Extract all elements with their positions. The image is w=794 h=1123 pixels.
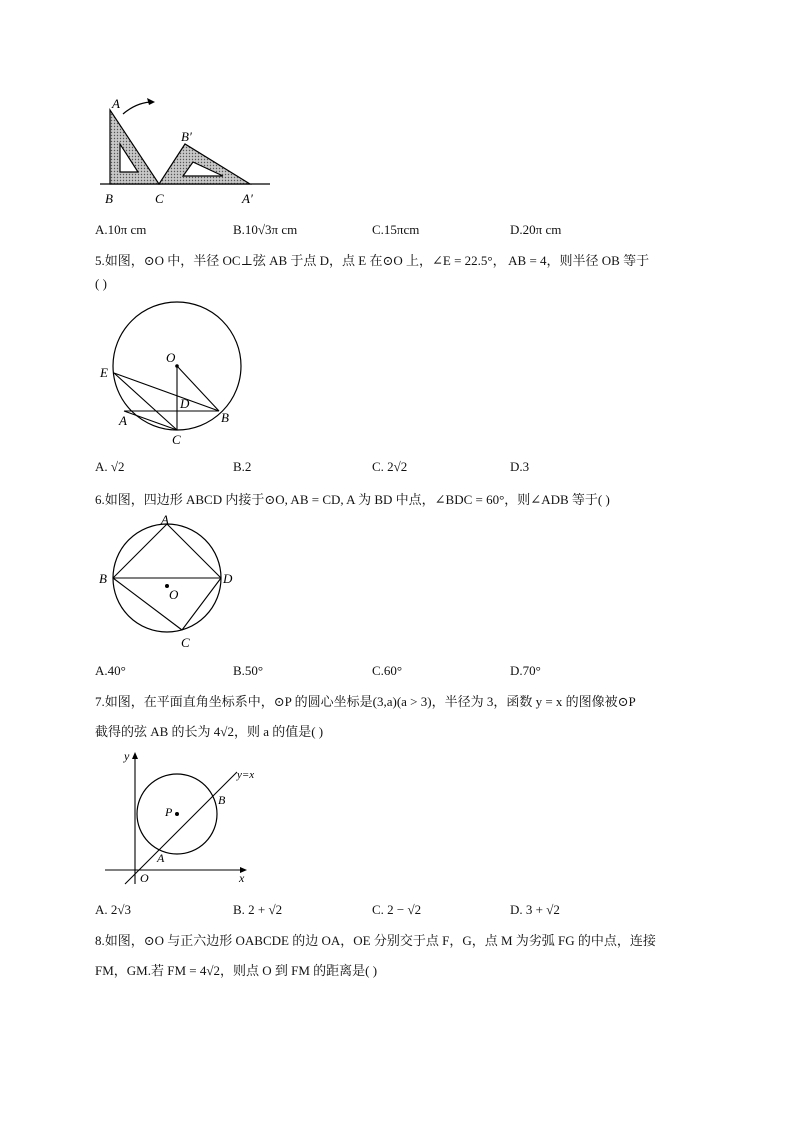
q8-stem-line1: 8.如图，⊙O 与正六边形 OABCDE 的边 OA，OE 分别交于点 F，G，点 M 为劣弧 FG 的中点，连接 (95, 933, 656, 948)
q7-option-c: C. 2 − √2 (372, 902, 422, 917)
center-dot (175, 364, 179, 368)
label-P: P (165, 805, 173, 819)
label-B: B (105, 191, 113, 206)
label-A: A (157, 851, 165, 865)
label-B: B (221, 410, 229, 425)
q7-option-a: A. 2√3 (95, 902, 132, 917)
side-bc (113, 578, 182, 630)
q5-figure (95, 296, 255, 448)
triangle-a2b2c (159, 144, 250, 184)
q5-option-d: D.3 (510, 459, 530, 474)
q5-option-b: B.2 (233, 459, 252, 474)
triangle-abc (110, 110, 159, 184)
label-E: E (100, 365, 108, 380)
q6-figure (95, 514, 245, 654)
q5-option-a: A. √2 (95, 459, 125, 474)
rotation-arrowhead (147, 98, 155, 105)
segment-eb (114, 373, 219, 411)
label-D: D (180, 396, 190, 411)
q7-option-d: D. 3 + √2 (510, 902, 560, 917)
q6-option-a: A.40° (95, 663, 126, 678)
label-O: O (169, 587, 179, 602)
label-D: D (223, 571, 233, 586)
q4-figure (95, 92, 280, 210)
side-dc (182, 578, 221, 630)
q4-option-b: B.10√3π cm (233, 222, 298, 237)
label-B-prime: B′ (181, 129, 192, 144)
side-ad (167, 524, 221, 578)
label-line: y=x (237, 769, 255, 781)
q6-option-b: B.50° (233, 663, 264, 678)
q7-stem-line2: 截得的弦 AB 的长为 4√2，则 a 的值是( ) (95, 724, 324, 739)
label-x: x (239, 871, 245, 885)
center-p-dot (175, 812, 179, 816)
q4-option-d: D.20π cm (510, 222, 562, 237)
q5-stem-line2: ( ) (95, 276, 107, 291)
q4-option-a: A.10π cm (95, 222, 147, 237)
label-A: A (161, 514, 169, 527)
label-O: O (166, 350, 176, 365)
label-A: A (112, 96, 120, 111)
label-A: A (119, 413, 127, 428)
q7-figure (95, 744, 255, 888)
y-axis-arrow (132, 752, 138, 759)
q7-stem-line1: 7.如图，在平面直角坐标系中，⊙P 的圆心坐标是(3,a)(a > 3)，半径为 3，函数 y = x 的图像被⊙P (95, 694, 636, 709)
label-O: O (140, 871, 149, 885)
q5-stem-line1: 5.如图，⊙O 中，半径 OC⊥弦 AB 于点 D，点 E 在⊙O 上，∠E = 22.5°， AB = 4，则半径 OB 等于 (95, 253, 650, 268)
side-ab (113, 524, 167, 578)
label-B: B (99, 571, 107, 586)
q6-option-d: D.70° (510, 663, 541, 678)
q6-stem-line1: 6.如图，四边形 ABCD 内接于⊙O, AB = CD, A 为 BD 中点，∠BDC = 60°，则∠ADB 等于( ) (95, 492, 610, 507)
rotation-arrow (123, 102, 153, 114)
q4-option-c: C.15πcm (372, 222, 420, 237)
segment-ac (124, 411, 177, 430)
label-C: C (181, 635, 190, 650)
label-A-prime: A′ (242, 191, 253, 206)
line-y-equals-x (125, 772, 237, 884)
label-C: C (172, 432, 181, 447)
q6-option-c: C.60° (372, 663, 403, 678)
q5-option-c: C. 2√2 (372, 459, 408, 474)
q7-option-b: B. 2 + √2 (233, 902, 283, 917)
label-y: y (124, 749, 130, 763)
q8-stem-line2: FM，GM.若 FM = 4√2，则点 O 到 FM 的距离是( ) (95, 963, 378, 978)
label-C: C (155, 191, 164, 206)
label-B: B (218, 793, 226, 807)
